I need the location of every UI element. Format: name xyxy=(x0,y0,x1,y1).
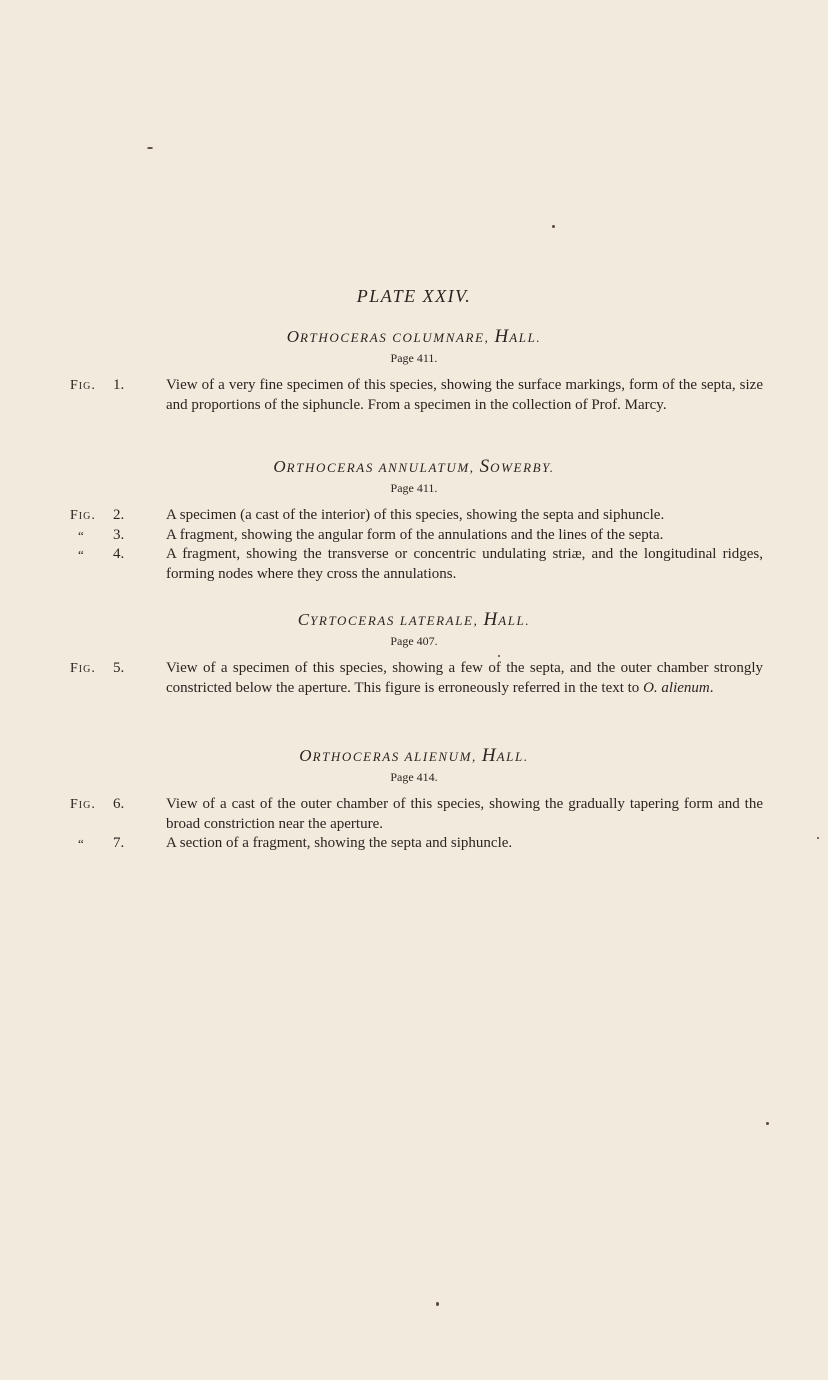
author-initial: H xyxy=(481,745,497,766)
fig-number: 4. xyxy=(113,546,125,562)
genus-rest: RTHOCERAS COLUMNARE, xyxy=(300,330,490,345)
fig-label: Fig. xyxy=(70,661,96,676)
page-reference: Page 407. xyxy=(390,634,438,648)
figure-entry xyxy=(0,834,763,854)
page-reference: Page 411. xyxy=(390,351,438,365)
ditto-mark: “ xyxy=(78,527,84,543)
fig-label: Fig. xyxy=(70,797,96,812)
author-initial: H xyxy=(494,326,510,347)
section-orthoceras-alienum xyxy=(0,746,828,854)
fig-description: A section of a fragment, showing the septa and siphuncle. xyxy=(166,835,513,851)
figure-list xyxy=(0,659,828,698)
author-initial: H xyxy=(483,609,499,630)
genus-rest: RTHOCERAS ANNULATUM, xyxy=(286,460,475,475)
genus-rest: YRTOCERAS LATERALE, xyxy=(310,613,479,628)
fig-number: 2. xyxy=(113,507,125,523)
paper-speck xyxy=(498,655,500,657)
paper-speck xyxy=(436,1302,439,1306)
section-orthoceras-columnare xyxy=(0,327,828,415)
fig-description: View of a very fine specimen of this species, showing the surface markings, form of the septa, size and proportions of the siphuncle. From a specimen in the collection of Prof. Marcy. xyxy=(166,377,763,413)
author-initial: S xyxy=(479,456,491,477)
species-title xyxy=(0,610,828,631)
author-rest: ALL. xyxy=(498,613,531,628)
section-orthoceras-annulatum xyxy=(0,457,828,584)
figure-entry xyxy=(0,376,763,415)
genus-initial: O xyxy=(286,327,301,346)
author-rest: OWERBY. xyxy=(490,460,555,475)
author-rest: ALL. xyxy=(496,749,529,764)
fig-description: A fragment, showing the transverse or concentric undulating striæ, and the longitudinal ridges, forming nodes where they cross the annulations. xyxy=(166,546,763,582)
species-title xyxy=(0,327,828,348)
species-title xyxy=(0,457,828,478)
species-reference-italic: O. alienum xyxy=(643,679,710,696)
page-reference: Page 411. xyxy=(390,481,438,495)
genus-initial: O xyxy=(299,746,313,765)
fig-description: A fragment, showing the angular form of the annulations and the lines of the septa. xyxy=(166,526,664,543)
author-rest: ALL. xyxy=(509,330,542,345)
genus-initial: O xyxy=(273,457,287,476)
plate-title: PLATE XXIV. xyxy=(356,286,472,306)
fig-number: 6. xyxy=(113,796,125,812)
genus-rest: RTHOCERAS ALIENUM, xyxy=(312,749,477,764)
figure-entry xyxy=(0,526,763,546)
page-reference: Page 414. xyxy=(390,770,438,784)
fig-number: 3. xyxy=(113,526,125,543)
section-cyrtoceras-laterale xyxy=(0,610,828,698)
figure-entry xyxy=(0,506,763,526)
fig-label: Fig. xyxy=(70,378,96,393)
figure-list xyxy=(0,795,828,854)
fig-description: View of a specimen of this species, showing a few of the septa, and the outer chamber strongly constricted below the aperture. This figure is erroneously referred in the text to xyxy=(166,660,763,696)
fig-description: View of a cast of the outer chamber of this species, showing the gradually tapering form and the broad constriction near the aperture. xyxy=(166,796,763,832)
fig-number: 1. xyxy=(113,377,125,393)
figure-list xyxy=(0,506,828,584)
ditto-mark: “ xyxy=(78,547,84,562)
fig-description: A specimen (a cast of the interior) of this species, showing the septa and siphuncle. xyxy=(166,507,665,523)
fig-number: 5. xyxy=(113,660,125,676)
paper-speck xyxy=(147,147,153,149)
figure-entry xyxy=(0,659,763,698)
paper-speck xyxy=(552,225,555,228)
species-title xyxy=(0,746,828,767)
fig-description-end: . xyxy=(709,679,714,696)
ditto-mark: “ xyxy=(78,836,84,851)
figure-entry xyxy=(0,545,763,584)
paper-speck xyxy=(766,1122,769,1125)
fig-label: Fig. xyxy=(70,508,96,523)
genus-initial: C xyxy=(297,610,311,629)
figure-list xyxy=(0,376,828,415)
fig-number: 7. xyxy=(113,835,125,851)
figure-entry xyxy=(0,795,763,834)
paper-speck xyxy=(817,837,819,839)
